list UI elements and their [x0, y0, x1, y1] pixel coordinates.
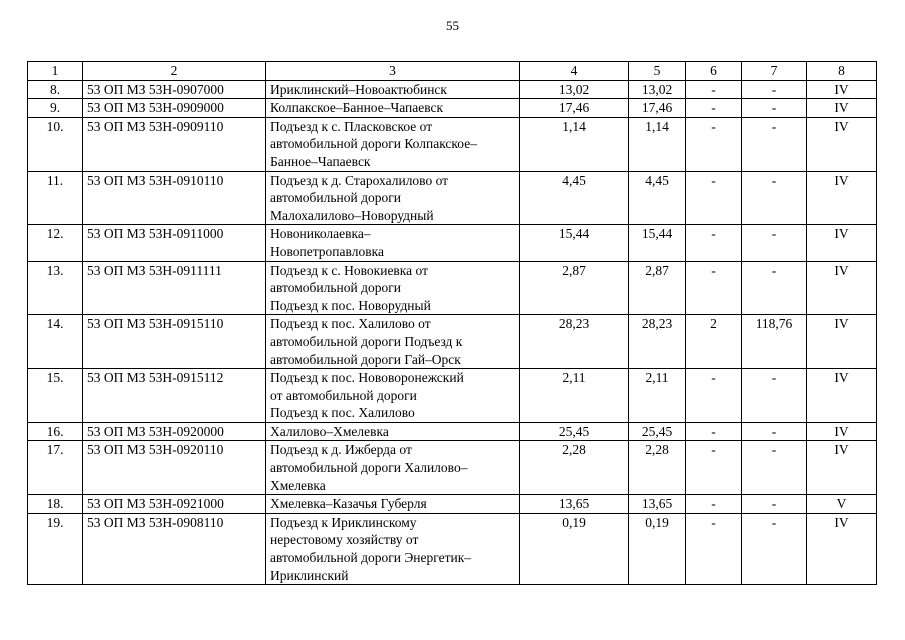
- road-name-line: автомобильной дороги Энергетик–: [270, 550, 472, 566]
- bridges-count-cell: -: [686, 513, 742, 584]
- length-surface-cell: 28,23: [629, 315, 686, 369]
- length-surface-cell: 15,44: [629, 225, 686, 261]
- bridges-count-cell: -: [686, 117, 742, 171]
- table-row: [28, 117, 877, 171]
- road-name-line: Банное–Чапаевск: [270, 153, 371, 169]
- road-code-cell: 53 ОП МЗ 53Н-0911000: [83, 225, 266, 261]
- bridges-length-cell: -: [742, 495, 807, 514]
- road-name-line: Хмелевка: [270, 477, 326, 493]
- column-header: 2: [83, 62, 266, 81]
- road-name-line: Подъезд к пос. Нововоронежский: [270, 370, 464, 386]
- table-row: [28, 261, 877, 315]
- row-number-cell: 14.: [28, 315, 83, 369]
- bridges-length-cell: -: [742, 441, 807, 495]
- road-name-line: Подъезд к Ириклинскому: [270, 514, 417, 530]
- bridges-count-cell: -: [686, 80, 742, 99]
- length-surface-cell: 25,45: [629, 422, 686, 441]
- road-category-cell: IV: [807, 261, 877, 315]
- road-name-line: Подъезд к с. Пласковское от: [270, 118, 433, 134]
- bridges-length-cell: -: [742, 225, 807, 261]
- bridges-length-cell: -: [742, 261, 807, 315]
- column-header: 5: [629, 62, 686, 81]
- length-total-cell: 2,28: [520, 441, 629, 495]
- road-name-line: Ириклинский: [270, 567, 349, 583]
- road-name-line: автомобильной дороги: [270, 280, 401, 296]
- road-category-cell: IV: [807, 441, 877, 495]
- road-name-cell: [266, 80, 520, 99]
- length-surface-cell: 13,02: [629, 80, 686, 99]
- road-name-cell: [266, 495, 520, 514]
- table-row: [28, 80, 877, 99]
- road-name-cell: [266, 117, 520, 171]
- road-category-cell: IV: [807, 117, 877, 171]
- road-category-cell: IV: [807, 171, 877, 225]
- bridges-count-cell: -: [686, 422, 742, 441]
- page-number: 55: [446, 18, 459, 33]
- road-name-cell: [266, 171, 520, 225]
- row-number-cell: 10.: [28, 117, 83, 171]
- bridges-length-cell: -: [742, 171, 807, 225]
- length-surface-cell: 2,11: [629, 369, 686, 423]
- road-category-cell: IV: [807, 315, 877, 369]
- road-name-cell: [266, 422, 520, 441]
- road-category-cell: IV: [807, 225, 877, 261]
- road-name-line: Хмелевка–Казачья Губерля: [270, 496, 427, 512]
- length-total-cell: 13,65: [520, 495, 629, 514]
- column-header: 1: [28, 62, 83, 81]
- road-name-cell: [266, 369, 520, 423]
- table-row: [28, 315, 877, 369]
- row-number-cell: 17.: [28, 441, 83, 495]
- column-header: 7: [742, 62, 807, 81]
- road-name-line: нерестовому хозяйству от: [270, 532, 419, 548]
- table-header-row: [28, 62, 877, 81]
- length-surface-cell: 13,65: [629, 495, 686, 514]
- road-code-cell: 53 ОП МЗ 53Н-0907000: [83, 80, 266, 99]
- length-surface-cell: 2,28: [629, 441, 686, 495]
- length-total-cell: 1,14: [520, 117, 629, 171]
- table-body: [28, 80, 877, 585]
- length-surface-cell: 4,45: [629, 171, 686, 225]
- road-name-cell: [266, 225, 520, 261]
- length-total-cell: 15,44: [520, 225, 629, 261]
- road-name-cell: [266, 513, 520, 584]
- road-code-cell: 53 ОП МЗ 53Н-0920000: [83, 422, 266, 441]
- row-number-cell: 13.: [28, 261, 83, 315]
- length-total-cell: 17,46: [520, 99, 629, 118]
- road-code-cell: 53 ОП МЗ 53Н-0911111: [83, 261, 266, 315]
- road-name-cell: [266, 261, 520, 315]
- road-code-cell: 53 ОП МЗ 53Н-0921000: [83, 495, 266, 514]
- road-name-line: автомобильной дороги Колпакское–: [270, 136, 477, 152]
- row-number-cell: 15.: [28, 369, 83, 423]
- bridges-count-cell: -: [686, 369, 742, 423]
- length-surface-cell: 2,87: [629, 261, 686, 315]
- road-name-line: Колпакское–Банное–Чапаевск: [270, 100, 444, 116]
- bridges-count-cell: -: [686, 225, 742, 261]
- bridges-count-cell: -: [686, 261, 742, 315]
- bridges-count-cell: 2: [686, 315, 742, 369]
- column-header: 4: [520, 62, 629, 81]
- road-code-cell: 53 ОП МЗ 53Н-0910110: [83, 171, 266, 225]
- table-row: [28, 225, 877, 261]
- road-category-cell: IV: [807, 369, 877, 423]
- length-total-cell: 2,87: [520, 261, 629, 315]
- road-name-line: Ириклинский–Новоактюбинск: [270, 81, 447, 97]
- bridges-length-cell: -: [742, 80, 807, 99]
- road-name-cell: [266, 441, 520, 495]
- column-header: 8: [807, 62, 877, 81]
- road-code-cell: 53 ОП МЗ 53Н-0915112: [83, 369, 266, 423]
- road-name-line: Подъезд к пос. Халилово: [270, 405, 415, 421]
- length-surface-cell: 0,19: [629, 513, 686, 584]
- road-name-line: Малохалилово–Новорудный: [270, 207, 434, 223]
- row-number-cell: 18.: [28, 495, 83, 514]
- road-category-cell: V: [807, 495, 877, 514]
- road-name-line: автомобильной дороги: [270, 190, 401, 206]
- road-code-cell: 53 ОП МЗ 53Н-0915110: [83, 315, 266, 369]
- road-code-cell: 53 ОП МЗ 53Н-0909110: [83, 117, 266, 171]
- road-name-line: Подъезд к д. Старохалилово от: [270, 172, 449, 188]
- road-name-line: от автомобильной дороги: [270, 387, 417, 403]
- road-category-cell: IV: [807, 99, 877, 118]
- length-total-cell: 28,23: [520, 315, 629, 369]
- row-number-cell: 19.: [28, 513, 83, 584]
- road-code-cell: 53 ОП МЗ 53Н-0908110: [83, 513, 266, 584]
- road-name-cell: [266, 315, 520, 369]
- bridges-length-cell: -: [742, 422, 807, 441]
- length-surface-cell: 1,14: [629, 117, 686, 171]
- row-number-cell: 9.: [28, 99, 83, 118]
- road-category-cell: IV: [807, 422, 877, 441]
- road-name-line: Подъезд к с. Новокиевка от: [270, 262, 428, 278]
- bridges-count-cell: -: [686, 99, 742, 118]
- road-name-cell: [266, 99, 520, 118]
- road-name-line: Подъезд к пос. Халилово от: [270, 316, 431, 332]
- table-row: [28, 422, 877, 441]
- bridges-count-cell: -: [686, 495, 742, 514]
- table-row: [28, 441, 877, 495]
- road-name-line: Новониколаевка–: [270, 226, 371, 242]
- roads-table: [27, 61, 877, 585]
- column-header: 3: [266, 62, 520, 81]
- bridges-length-cell: 118,76: [742, 315, 807, 369]
- bridges-length-cell: -: [742, 117, 807, 171]
- road-category-cell: IV: [807, 80, 877, 99]
- column-header: 6: [686, 62, 742, 81]
- length-total-cell: 25,45: [520, 422, 629, 441]
- table-row: [28, 171, 877, 225]
- row-number-cell: 8.: [28, 80, 83, 99]
- bridges-length-cell: -: [742, 99, 807, 118]
- road-name-line: Подъезд к пос. Новорудный: [270, 297, 431, 313]
- road-name-line: Халилово–Хмелевка: [270, 423, 389, 439]
- road-name-line: автомобильной дороги Подъезд к: [270, 333, 463, 349]
- road-code-cell: 53 ОП МЗ 53Н-0920110: [83, 441, 266, 495]
- bridges-count-cell: -: [686, 171, 742, 225]
- bridges-count-cell: -: [686, 441, 742, 495]
- bridges-length-cell: -: [742, 369, 807, 423]
- row-number-cell: 11.: [28, 171, 83, 225]
- road-code-cell: 53 ОП МЗ 53Н-0909000: [83, 99, 266, 118]
- row-number-cell: 12.: [28, 225, 83, 261]
- length-total-cell: 13,02: [520, 80, 629, 99]
- road-category-cell: IV: [807, 513, 877, 584]
- road-name-line: автомобильной дороги Халилово–: [270, 460, 468, 476]
- table-row: [28, 513, 877, 584]
- road-name-line: Новопетропавловка: [270, 243, 384, 259]
- length-total-cell: 2,11: [520, 369, 629, 423]
- length-total-cell: 4,45: [520, 171, 629, 225]
- table-row: [28, 495, 877, 514]
- table-row: [28, 99, 877, 118]
- road-name-line: Подъезд к д. Ижберда от: [270, 442, 412, 458]
- row-number-cell: 16.: [28, 422, 83, 441]
- length-total-cell: 0,19: [520, 513, 629, 584]
- road-name-line: автомобильной дороги Гай–Орск: [270, 351, 461, 367]
- length-surface-cell: 17,46: [629, 99, 686, 118]
- bridges-length-cell: -: [742, 513, 807, 584]
- table-row: [28, 369, 877, 423]
